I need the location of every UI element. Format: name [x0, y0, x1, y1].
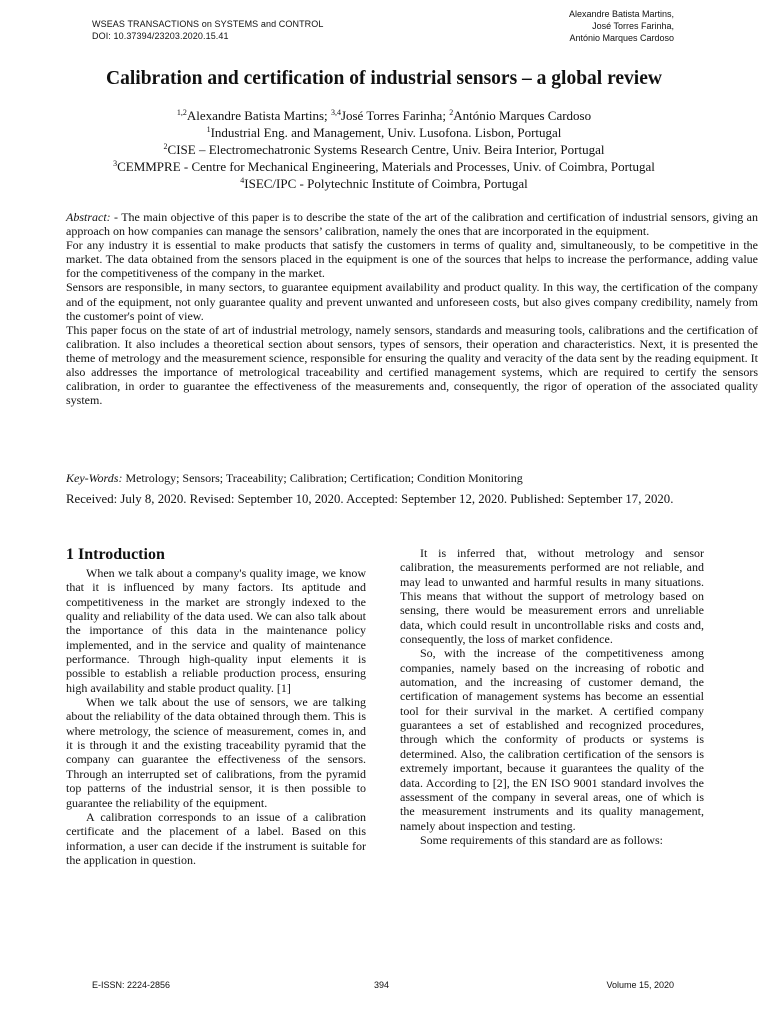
- author-name: Alexandre Batista Martins;: [186, 108, 331, 123]
- author-sup: 2: [449, 108, 454, 117]
- author-name: António Marques Cardoso: [453, 108, 592, 123]
- author-block: [0, 107, 768, 192]
- keywords-label: Key-Words:: [66, 471, 123, 485]
- affiliation: [0, 158, 768, 175]
- footer-volume: Volume 15, 2020: [606, 980, 674, 990]
- affiliation-sup: 4: [240, 176, 245, 185]
- affiliation: [0, 141, 768, 158]
- abstract-paragraph: [66, 210, 758, 238]
- keywords: [66, 471, 523, 486]
- author-name: José Torres Farinha;: [340, 108, 450, 123]
- abstract-paragraph: For any industry it is essential to make products that satisfy the customers in terms of quality and, simultaneously, to be competitive in the market. The data obtained from the sensors placed in the equipment is one of the sources that helps to increase the performance, adding value for the competitiveness of the company in the market.: [66, 238, 758, 281]
- running-author-2: José Torres Farinha,: [592, 21, 674, 31]
- journal-name: WSEAS TRANSACTIONS on SYSTEMS and CONTROL: [92, 19, 324, 29]
- running-header-journal: [92, 18, 324, 42]
- body-paragraph: When we talk about the use of sensors, we are talking about the reliability of the data obtained through them. This is where metrology, the science of measurement, comes in, and it is through it and the existing traceability pyramid that the company can guarantee the effectiveness of the sensors. Through an interrupted set of calibrations, from the pyramid top patterns of the industrial sensor, it is then possible to guarantee the reliability of the equipment.: [66, 695, 366, 810]
- footer-page-number: 394: [374, 980, 390, 990]
- running-author-1: Alexandre Batista Martins,: [568, 9, 674, 19]
- affiliation-sup: 1: [206, 125, 211, 134]
- affiliation-text: ISEC/IPC - Polytechnic Institute of Coimbra, Portugal: [244, 176, 528, 191]
- affiliation-text: CEMMPRE - Centre for Mechanical Engineering, Materials and Processes, Univ. of Coimbra, Portugal: [117, 159, 655, 174]
- affiliation: [0, 124, 768, 141]
- abstract: [66, 210, 758, 407]
- affiliation-text: Industrial Eng. and Management, Univ. Lusofona. Lisbon, Portugal: [210, 125, 562, 140]
- author-names: [0, 107, 768, 124]
- paper-title: Calibration and certification of industrial sensors – a global review: [106, 68, 662, 89]
- footer-issn: E-ISSN: 2224-2856: [92, 980, 171, 990]
- publication-dates: Received: July 8, 2020. Revised: September 10, 2020. Accepted: September 12, 2020. Published: September 17, 2020.: [66, 492, 674, 506]
- abstract-paragraph: This paper focus on the state of art of industrial metrology, namely sensors, standards and measuring tools, calibrations and the certification of calibration. It also includes a theoretical section about sensors, types of sensors, their operation and characteristics. Next, it is presented the theme of metrology and the measurement science, responsible for ensuring the quality and veracity of the data sent by the reading equipment. It also addresses the importance of metrological traceability and certified management systems, which are required to certify the sensors calibration, in order to guarantee the effectiveness of the measurements and, consequently, the rigor of operation of the associated quality system.: [66, 322, 758, 408]
- body-paragraph: A calibration corresponds to an issue of a calibration certificate and the placement of a label. Based on this information, a user can decide if the instrument is suitable for the application in question.: [66, 809, 366, 867]
- running-author-3: António Marques Cardoso: [569, 33, 674, 43]
- author-sup: 1,2: [176, 108, 187, 117]
- affiliation: [0, 175, 768, 192]
- section-heading: 1 Introduction: [66, 546, 165, 563]
- affiliation-text: CISE – Electromechatronic Systems Research Centre, Univ. Beira Interior, Portugal: [167, 142, 605, 157]
- running-header-authors: [569, 8, 674, 44]
- body-column-right: [400, 546, 704, 847]
- body-paragraph: It is inferred that, without metrology and sensor calibration, the measurements performed are not reliable, and may lead to unwanted and harmful results in many situations. This means that without the support of metrology based on sensing, there would be measurement errors and unreliable data, which could result in uncontrollable risks and costs and, consequently, the loss of market confidence.: [400, 546, 704, 647]
- body-paragraph: So, with the increase of the competitiveness among companies, namely based on the increasing of robotic and automation, and the increasing of customer demand, the certification of management systems has become an essential tool for their survival in the market. A certified company guarantees a set of established and recognized procedures, through which the conformity of products or systems is determined. Also, the calibration certification of the sensors is extremely important, because it guarantees the quality of the data. According to [2], the EN ISO 9001 standard involves the assessment of the company in several areas, one of which is the measurement instruments and its quality management, namely about inspection and testing.: [400, 646, 704, 833]
- keywords-text: Metrology; Sensors; Traceability; Calibration; Certification; Condition Monitoring: [122, 471, 523, 485]
- body-paragraph: Some requirements of this standard are as follows:: [420, 832, 663, 847]
- abstract-paragraph: Sensors are responsible, in many sectors, to guarantee equipment availability and product quality. In this way, the certification of the company and of the equipment, not only guarantee quality and prevent unwanted and unforeseen costs, but also gives company credibility, namely from the customer's point of view.: [66, 280, 758, 323]
- affiliation-sup: 2: [163, 142, 168, 151]
- body-column-left: [66, 545, 366, 867]
- body-paragraph: When we talk about a company's quality image, we know that it is influenced by many factors. Its aptitude and competitiveness in the market are strongly indexed to the quality and reliability of the data used. We can also talk about the importance of this data in the maintenance policy implemented, and in the service and quality of maintenance performance. Through high-quality input elements it is possible to establish a reliable production process, ensuring high availability and stable product quality. [1]: [66, 566, 366, 695]
- abstract-text: The main objective of this paper is to describe the state of the art of the calibration and certification of industrial sensors, giving an approach on how companies can manage the sensors’ calibration, namely the ones that are incorporated in the equipment.: [66, 210, 758, 239]
- author-sup: 3,4: [330, 108, 341, 117]
- abstract-label: Abstract: -: [66, 210, 119, 224]
- doi[interactable]: DOI: 10.37394/23203.2020.15.41: [92, 31, 229, 41]
- affiliation-sup: 3: [113, 159, 118, 168]
